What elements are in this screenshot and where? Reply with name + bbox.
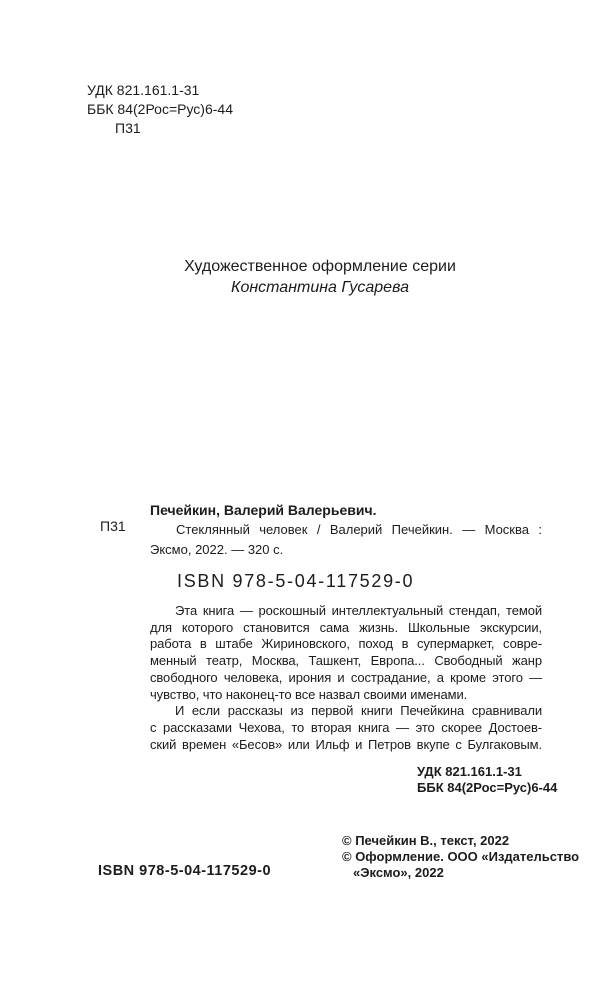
udk-code-bottom: УДК 821.161.1-31 <box>417 764 522 779</box>
series-design-label: Художественное оформление серии <box>184 258 456 275</box>
biblio-author-heading: Печейкин, Валерий Валерьевич. <box>150 502 377 518</box>
top-codes-block <box>87 81 233 138</box>
bottom-codes-block <box>417 764 557 795</box>
udk-code-top: УДК 821.161.1-31 <box>87 82 200 98</box>
annotation-paragraph-1: Эта книга — роскошный интеллектуальный стендап, темой для которого становится сама жизнь. Школьные экскурсии, работа в штабе Жириновского, поход в супермаркет, совре- менный театр, Москва, Ташкент, Европа... Свободный жанр свободного человека, ирония и сострадание, а кроме этого — чувство, что наконец-то все назвал своими именами. <box>150 603 542 702</box>
series-design-note <box>100 256 540 298</box>
copyright-design-line-cont: «Эксмо», 2022 <box>353 865 444 880</box>
author-sign-top: П31 <box>115 120 141 136</box>
copyright-author-line: © Печейкин В., текст, 2022 <box>342 833 510 848</box>
annotation-block <box>150 603 542 753</box>
author-sign-entry: П31 <box>100 518 126 534</box>
isbn-main: ISBN 978-5-04-117529-0 <box>177 571 415 591</box>
bibliographic-entry <box>150 500 542 560</box>
bbk-code-top: ББК 84(2Рос=Рус)6-44 <box>87 101 233 117</box>
biblio-description: Стеклянный человек / Валерий Печейкин. — Москва : Эксмо, 2022. — 320 с. <box>150 522 542 557</box>
annotation-paragraph-2: И если рассказы из первой книги Печейкина сравнивали с рассказами Чехова, то вторая книга — это скорее Достоев- ский времен «Бесов» или Ильф и Петров вкупе с Булгаковым. <box>150 703 542 752</box>
bbk-code-bottom: ББК 84(2Рос=Рус)6-44 <box>417 779 558 795</box>
isbn-bottom: ISBN 978-5-04-117529-0 <box>98 863 272 879</box>
copyright-block <box>342 833 579 881</box>
copyright-design-line: © Оформление. ООО «Издательство <box>342 849 580 864</box>
series-designer-name: Константина Гусарева <box>231 279 409 296</box>
